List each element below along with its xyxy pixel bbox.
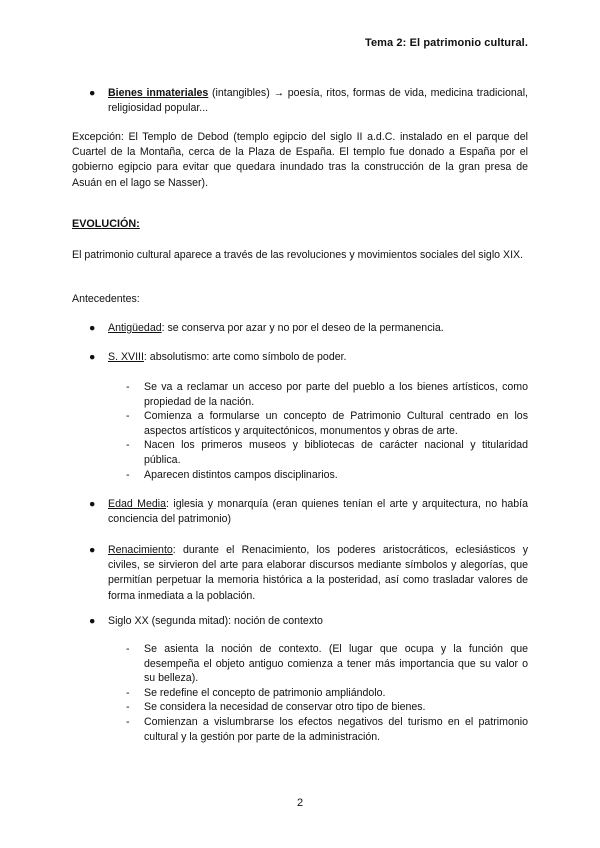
dash-icon: - [126,468,130,481]
s-xviii-sublist [126,380,528,482]
siglo-xx-sublist [126,642,528,744]
s-xviii-description: : absolutismo: arte como símbolo de poder. [143,351,347,363]
dash-icon: - [126,643,130,655]
dash-icon: - [126,686,130,699]
bullet-icon: ● [89,498,96,510]
sublist-item [126,380,528,409]
sublist-item [126,700,528,715]
sublist-item-text: Aparecen distintos campos disciplinarios. [144,468,338,481]
term-renacimiento: Renacimiento [108,544,173,556]
dash-icon: - [126,410,130,423]
sublist-item-text: Comienzan a vislumbrarse los efectos negativos del turismo en el patrimonio cultural y la gestión por parte de la administración. [144,715,528,743]
bullet-icon: ● [89,615,96,627]
page-number: 2 [296,797,304,809]
bullet-icon: ● [89,351,96,363]
renacimiento-description: : durante el Renacimiento, los poderes aristocráticos, eclesiásticos y civiles, se sirvieron del arte para elaborar discursos mediante símbolos y alegorías, que permitían perpetuar la memoria histórica a la posteridad, así como trasladar valores de forma inmediata a la población. [108,544,528,602]
sublist-item-text: Se asienta la noción de contexto. (El lugar que ocupa y la función que desempeña el objeto antiguo comienza a tener más importancia que su valor o su belleza). [144,643,528,685]
bullet-icon: ● [89,322,96,334]
dash-icon: - [126,715,130,728]
term-bienes-inmateriales: Bienes inmateriales [108,87,209,99]
term-s-xviii: S. XVIII [108,351,144,363]
dash-icon: - [126,381,130,393]
sublist-item [126,438,528,467]
term-edad-media: Edad Media [108,498,166,510]
sublist-item-text: Comienza a formularse un concepto de Patrimonio Cultural centrado en los aspectos artísticos y arquitectónicos, monumentos y obras de arte. [144,410,528,437]
bullet-icon: ● [89,87,96,99]
bienes-description: (intangibles) → poesía, ritos, formas de vida, medicina tradicional, religiosidad popular... [108,87,528,115]
evolucion-intro-paragraph: El patrimonio cultural aparece a través de las revoluciones y movimientos sociales del siglo XIX. [72,249,524,261]
sublist-item [126,409,528,438]
sublist-item-text: Se redefine el concepto de patrimonio ampliándolo. [144,686,386,699]
page-header-title: Tema 2: El patrimonio cultural. [364,37,528,49]
sublist-item [126,642,528,686]
sublist-item [126,468,528,483]
antecedentes-label: Antecedentes: [72,293,140,305]
sublist-item [126,686,528,701]
sublist-item-text: Se va a reclamar un acceso por parte del pueblo a los bienes artísticos, como propiedad de la nación. [144,381,528,408]
siglo-xx-label: Siglo XX (segunda mitad): noción de contexto [108,615,323,627]
sublist-item-text: Se considera la necesidad de conservar otro tipo de bienes. [144,701,426,714]
sublist-item [126,715,528,744]
exception-paragraph: Excepción: El Templo de Debod (templo egipcio del siglo II a.d.C. instalado en el parque del Cuartel de la Montaña, cerca de la Plaza de España. El templo fue donado a España por el gobierno egipcio para evitar que quedara inundado tras la construcción de la gran presa de Asuán en el lago se Nasser). [72,131,528,189]
bullet-icon: ● [89,544,96,556]
dash-icon: - [126,439,130,452]
antiguedad-description: : se conserva por azar y no por el deseo de la permanencia. [161,322,444,334]
sublist-item-text: Nacen los primeros museos y bibliotecas de carácter nacional y titularidad pública. [144,439,528,466]
dash-icon: - [126,701,130,714]
term-antiguedad: Antigüedad [108,322,162,334]
edad-media-description: : iglesia y monarquía (eran quienes tenían el arte y arquitectura, no había conciencia del patrimonio) [108,498,528,526]
section-heading-evolucion: EVOLUCIÓN: [72,218,140,230]
